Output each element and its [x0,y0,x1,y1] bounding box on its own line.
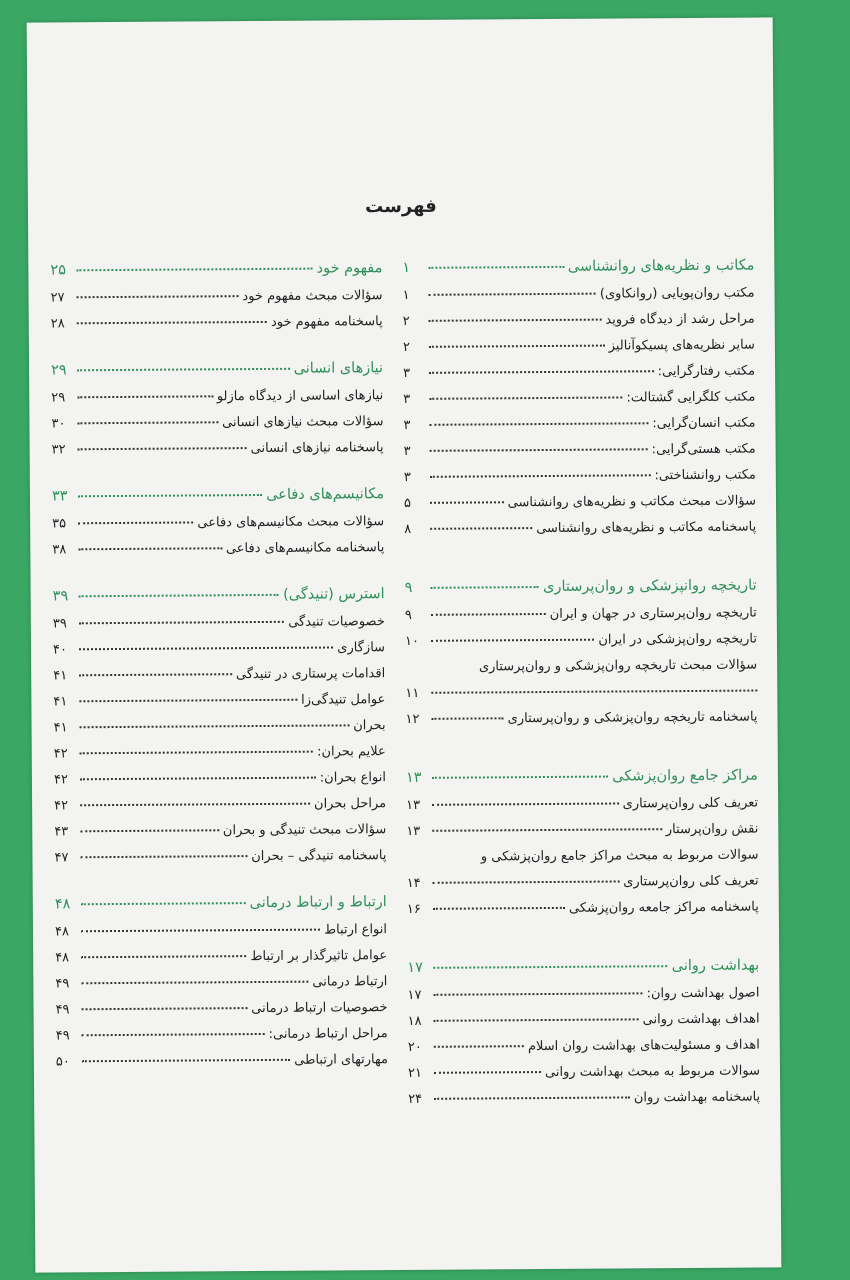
dot-leader [78,494,262,497]
dot-leader [77,321,267,324]
toc-entry [55,948,387,976]
section-heading [407,958,759,988]
dot-leader [431,613,546,616]
entry-label: مکتب روانشناختی: [654,467,756,484]
toc-entry [54,718,386,746]
entry-page-number: ۱۳ [406,797,421,813]
entry-label: سؤالات مبحث تنیدگی و بحران [222,822,387,839]
dot-leader [432,828,662,832]
dot-leader [433,992,642,995]
page-title: فهرست [365,195,437,218]
dot-leader [77,421,218,424]
entry-page-number: ۱۷ [407,987,422,1003]
dot-leader [79,699,297,703]
dot-leader [80,777,316,781]
entry-page-number: ۲۴ [408,1091,423,1107]
entry-label: خصوصیات ارتباط درمانی [251,1000,388,1017]
toc-entry [53,666,385,694]
entry-page-number: ۴۹ [55,1002,70,1018]
dot-leader [434,1071,541,1074]
entry-label: عوامل تنیدگی‌زا [301,692,386,708]
entry-page-number: ۱۰ [404,633,419,649]
entry-label: پاسخنامه مفهوم خود [270,314,383,330]
entry-label: عوامل تاثیرگذار بر ارتباط [250,948,388,965]
dot-leader [429,319,602,322]
entry-label: سایر نظریه‌های پسیکوآنالیز [608,337,755,354]
toc-entry [405,710,757,738]
toc-entry [408,1090,760,1118]
entry-page-number: ۴۸ [54,924,70,940]
dot-leader [80,751,313,755]
entry-label: سازگاری [337,640,386,656]
section-gap [52,566,384,588]
toc-section [50,260,383,342]
entry-page-number: ۱۸ [407,1013,422,1029]
section-title: مکاتب و نظریه‌های روانشناسی [567,257,755,275]
toc-entry [407,874,759,902]
dot-leader [432,776,608,779]
toc-entry [403,416,755,444]
dot-leader [80,855,247,858]
section-heading [402,258,754,288]
entry-label: سوالات مربوط به مبحث مراکز جامع روان‌پزشکی و [480,847,759,865]
dot-leader [431,639,594,642]
entry-label: سؤالات مبحث مکاتب و نظریه‌های روانشناسی [507,493,757,511]
toc-entry [53,640,385,668]
toc-entry [408,1064,760,1092]
section-page-number: ۳۳ [51,488,68,505]
section-gap [407,926,759,960]
section-heading [53,586,385,616]
entry-page-number: ۱۶ [406,901,421,917]
dot-leader [80,724,350,728]
section-page-number: ۴۸ [54,896,71,913]
entry-page-number: ۴۲ [54,798,69,814]
dot-leader [77,395,213,398]
entry-page-number: ۱۱ [405,685,420,701]
entry-page-number: ۲۱ [407,1065,423,1081]
dot-leader [429,345,605,348]
dot-leader [81,955,246,958]
section-heading [405,578,757,608]
entry-label: مکتب انسان‌گرایی: [652,415,756,432]
dot-leader [81,929,320,933]
toc-entry [408,1012,760,1040]
dot-leader [429,422,648,426]
entry-label: پاسخنامه مکانیسم‌های دفاعی [225,540,385,557]
entry-page-number: ۱۳ [406,823,421,839]
dot-leader [78,547,222,550]
entry-page-number: ۴۹ [55,976,70,992]
dot-leader [433,907,565,910]
section-page-number: ۲۹ [51,362,67,379]
entry-label: سؤالات مبحث مفهوم خود [242,288,383,305]
entry-page-number: ۴۹ [55,1028,70,1044]
entry-label: اهداف بهداشت روانی [642,1011,760,1028]
entry-page-number: ۲ [402,313,410,330]
dot-leader [81,902,246,905]
toc-entry [406,796,758,824]
section-gap [55,874,387,896]
section-title: مفهوم خود [316,260,383,277]
toc-entry [51,288,383,316]
entry-label: مهارتهای ارتباطی [294,1052,388,1068]
entry-page-number: ۱۴ [406,875,421,891]
section-gap [404,546,756,580]
toc-section [51,360,384,468]
dot-leader [80,829,219,832]
entry-label: نقش روان‌پرستار [665,821,759,838]
entry-page-number: ۳ [403,365,411,381]
toc-entry [404,494,756,522]
toc-entry [406,822,758,850]
section-title: مکانیسم‌های دفاعی [266,486,385,503]
entry-page-number: ۴۱ [53,694,68,710]
entry-label: اقدامات پرستاری در تنیدگی [235,666,386,683]
entry-page-number: ۴۲ [53,746,68,762]
dot-leader [429,396,622,399]
entry-page-number: ۴۲ [53,772,68,788]
entry-label: پاسخنامه بهداشت روان [633,1089,761,1106]
section-page-number: ۱۷ [407,959,423,976]
dot-leader [432,717,504,720]
dot-leader [429,370,654,374]
toc-entry [55,1000,387,1028]
toc-entry [403,338,755,366]
entry-page-number: ۳۲ [51,442,66,458]
dot-leader [78,521,193,524]
toc-entry [54,770,386,798]
entry-page-number: ۵ [403,495,412,511]
dot-leader [434,1018,639,1021]
toc-entry [51,314,383,342]
entry-page-number: ۳ [403,391,411,407]
dot-leader [82,1007,248,1010]
toc-entry [403,286,755,314]
toc-entry [54,744,386,772]
dot-leader [77,295,239,298]
toc-section [406,768,759,928]
toc-entry [54,822,386,850]
entry-page-number: ۲۰ [407,1039,422,1055]
dot-leader [79,673,232,676]
entry-page-number: ۳۵ [52,516,67,532]
toc-entry [405,606,757,634]
toc-entry [406,848,758,876]
entry-page-number: ۴۸ [55,950,70,966]
entry-label: سؤالات مبحث مکانیسم‌های دفاعی [197,514,385,531]
entry-page-number: ۲۷ [50,290,65,306]
toc-entry [405,632,757,660]
section-page-number: ۹ [404,579,413,596]
section-title: مراکز جامع روان‌پزشکی [612,767,758,785]
entry-label: انواع ارتباط [324,922,388,938]
toc-section [52,486,385,568]
toc-entry [405,658,757,686]
section-page-number: ۱۳ [405,769,422,786]
dot-leader [430,527,532,530]
section-title: تاریخچه روانپزشکی و روان‌پرستاری [543,577,757,596]
toc-left-column [50,260,388,1080]
entry-label: انواع بحران: [319,770,386,786]
dot-leader [433,881,620,884]
dot-leader [430,501,504,504]
toc-entry [403,312,755,340]
entry-page-number: ۳ [403,417,411,433]
toc-entry [52,540,384,568]
entry-page-number: ۱ [402,287,410,304]
toc-entry [54,848,386,876]
toc-entry [55,974,387,1002]
entry-label: تاریخچه روان‌پزشکی در ایران [598,631,758,648]
entry-page-number: ۴۷ [54,850,69,866]
dot-leader [82,1059,290,1062]
entry-label: تعریف کلی روان‌پرستاری [622,795,759,812]
entry-page-number: ۵۰ [55,1054,70,1070]
entry-label: مکتب رفتارگرایی: [657,363,756,380]
entry-label: سؤالات مبحث نیازهای انسانی [222,414,384,431]
toc-entry [408,1038,760,1066]
entry-page-number: ۲۸ [50,316,65,332]
entry-page-number: ۱۲ [405,711,420,727]
entry-label: مکتب هستی‌گرایی: [651,441,756,458]
entry-page-number: ۳۸ [52,542,67,558]
dot-leader [428,266,564,269]
entry-page-number: ۳۹ [52,616,67,632]
toc-entry [52,440,384,468]
toc-entry [407,900,759,928]
entry-label: بحران [353,718,386,734]
toc-entry [52,514,384,542]
entry-label: مکتب کلگرایی گشتالت: [626,389,756,406]
entry-label: اصول بهداشت روان: [646,985,760,1002]
entry-page-number: ۴۱ [53,668,68,684]
toc-section [407,958,760,1118]
section-heading [52,486,384,516]
section-heading [406,768,758,798]
dot-leader [429,293,596,296]
entry-label: پاسخنامه مراکز جامعه روان‌پزشکی [568,899,759,916]
dot-leader [81,981,308,985]
section-heading [55,894,387,924]
entry-page-number: ۴۱ [53,720,68,736]
section-gap [406,736,758,770]
section-page-number: ۳۹ [52,588,69,605]
dot-leader [431,690,757,694]
entry-label: مراحل رشد از دیدگاه فروید [605,311,755,328]
entry-label: نیازهای اساسی از دیدگاه مازلو [216,388,384,405]
toc-section [53,586,387,876]
section-page-number: ۲۵ [50,262,67,279]
toc-entry [405,684,757,712]
dot-leader [430,474,651,478]
dot-leader [82,1033,265,1036]
toc-entry [404,442,756,470]
entry-label: تعریف کلی روان‌پرستاری [623,873,759,890]
toc-section [405,578,758,738]
dot-leader [431,586,539,589]
dot-leader [434,1045,524,1048]
toc-entry [51,388,383,416]
section-heading [50,260,382,290]
entry-label: پاسخنامه نیازهای انسانی [250,440,384,457]
toc-entry [55,922,387,950]
book-page [27,17,782,1272]
dot-leader [79,646,333,650]
section-heading [51,360,383,390]
entry-label: اهداف و مسئولیت‌های بهداشت روان اسلام [527,1037,760,1055]
entry-page-number: ۹ [404,607,412,623]
dot-leader [433,965,667,969]
entry-page-number: ۴۳ [54,824,69,840]
toc-entry [53,614,385,642]
toc-entry [53,692,385,720]
toc-right-column [402,258,760,1118]
toc-section [402,258,756,548]
toc-entry [403,390,755,418]
toc-entry [404,520,756,548]
entry-label: سوالات مربوط به مبحث بهداشت روانی [544,1063,761,1081]
entry-page-number: ۲ [402,339,410,356]
dot-leader [79,594,279,597]
entry-label: پاسخنامه تنیدگی – بحران [251,848,387,865]
entry-page-number: ۳۰ [51,416,66,432]
entry-label: تاریخچه روان‌پرستاری در جهان و ایران [549,605,757,622]
toc-entry [403,364,755,392]
entry-label: مراحل ارتباط درمانی: [268,1026,388,1042]
entry-label: علایم بحران: [317,744,386,760]
dot-leader [78,447,247,450]
entry-label: خصوصیات تنیدگی [288,614,385,630]
toc-entry [54,796,386,824]
dot-leader [434,1096,630,1099]
section-title: ارتباط و ارتباط درمانی [249,894,387,912]
dot-leader [430,448,648,452]
dot-leader [76,268,312,272]
section-title: استرس (تنیدگی) [283,586,385,603]
entry-label: سؤالات مبحث تاریخچه روان‌پزشکی و روان‌پرستاری [478,657,758,675]
dot-leader [77,368,290,371]
toc-entry [404,468,756,496]
section-title: نیازهای انسانی [293,360,384,377]
entry-label: مکتب روان‌پویایی (روانکاوی) [599,285,755,302]
entry-label: پاسخنامه مکاتب و نظریه‌های روانشناسی [536,519,757,537]
toc-entry [407,986,759,1014]
toc-entry [56,1026,388,1054]
section-page-number: ۱ [402,259,411,277]
entry-page-number: ۲۹ [51,390,66,406]
entry-label: پاسخنامه تاریخچه روان‌پزشکی و روان‌پرستاری [507,709,758,727]
dot-leader [79,621,284,624]
entry-page-number: ۸ [404,521,412,537]
entry-label: مراحل بحران [313,796,387,812]
toc-entry [51,414,383,442]
entry-label: ارتباط درمانی [312,974,388,990]
dot-leader [432,803,619,806]
toc-section [55,894,388,1080]
entry-page-number: ۳ [403,469,411,485]
entry-page-number: ۴۰ [52,642,68,658]
section-gap [51,340,383,362]
toc-entry [56,1052,388,1080]
section-gap [52,466,384,488]
entry-page-number: ۳ [403,443,411,459]
dot-leader [80,803,310,807]
section-title: بهداشت روانی [671,957,760,975]
